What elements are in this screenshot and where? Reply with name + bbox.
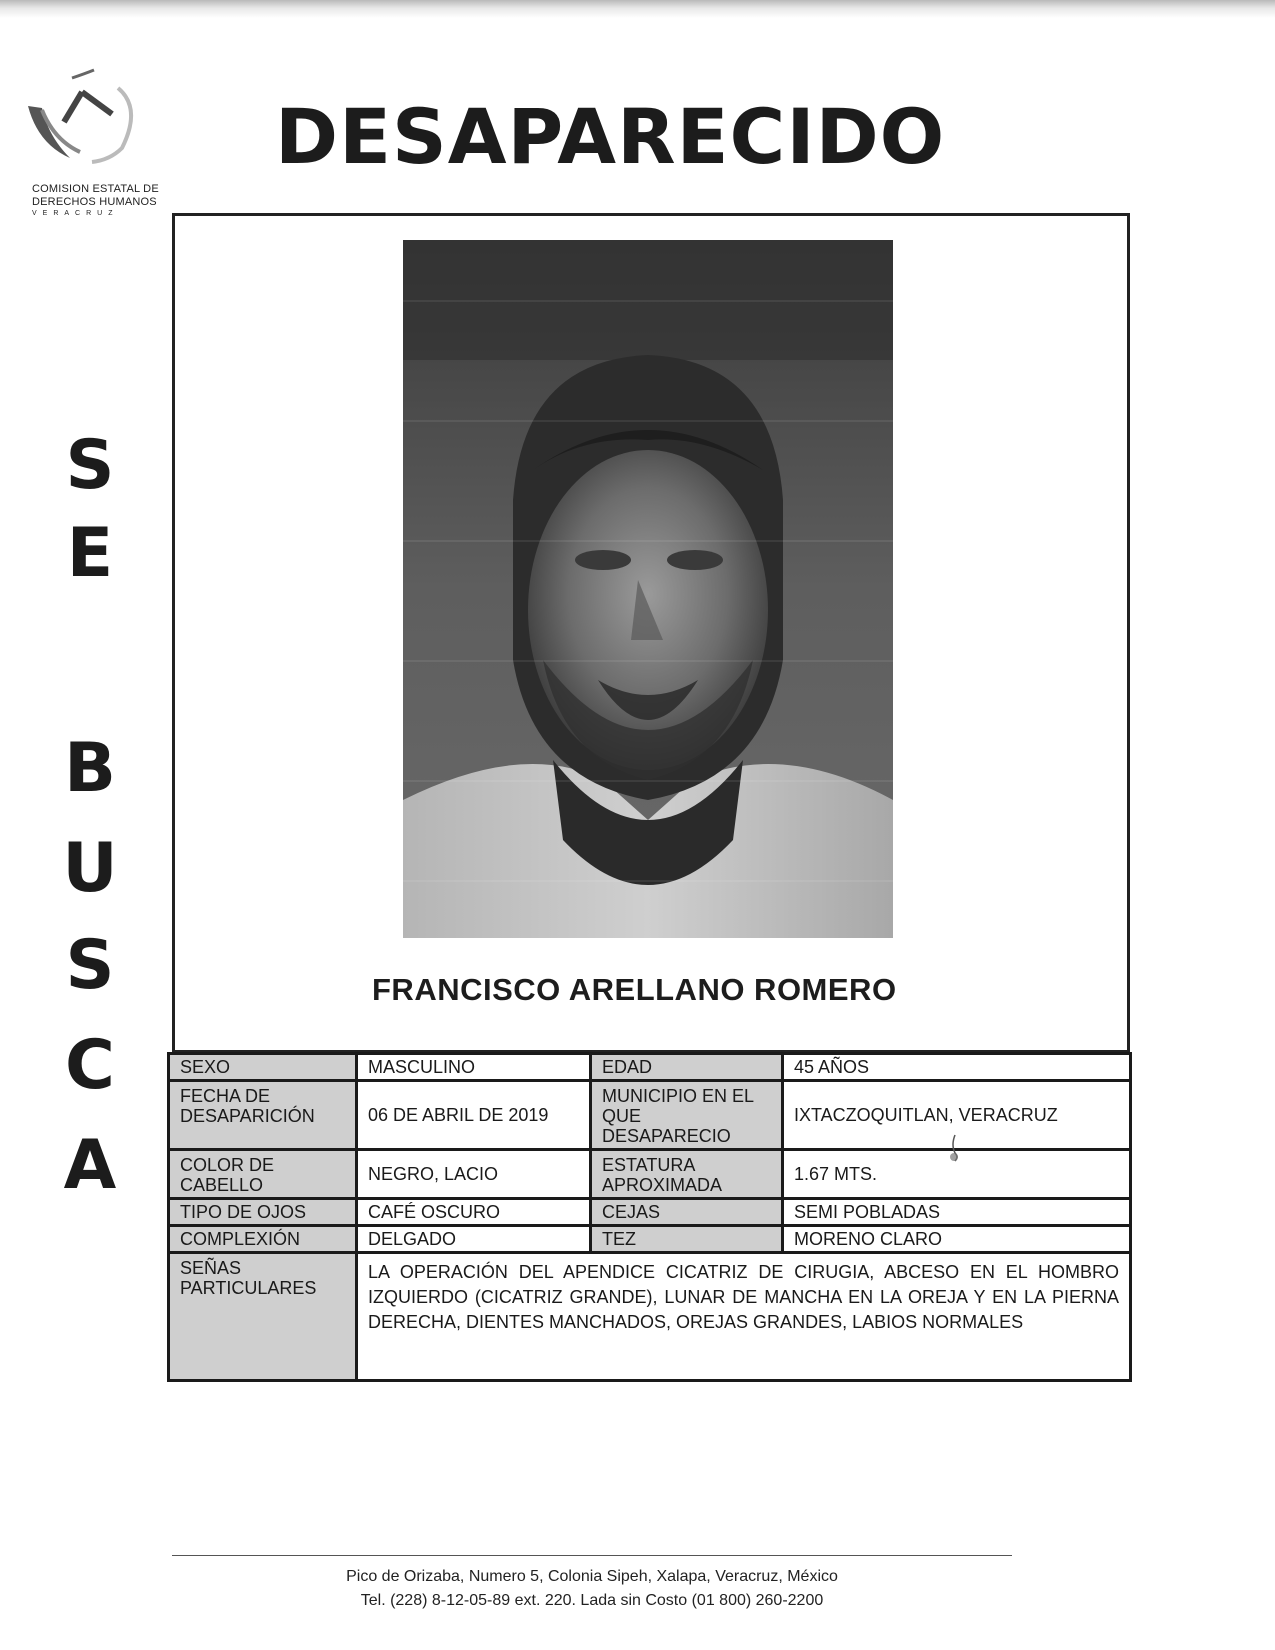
footer-address: Pico de Orizaba, Numero 5, Colonia Sipeh, Xalapa, Veracruz, México [346,1568,838,1585]
estatura-label [591,1150,783,1199]
scan-edge-shadow [0,0,1275,18]
footer [172,1565,1012,1613]
municipio-label-line-3: DESAPARECIO [602,1126,731,1146]
fecha-label-line-1: FECHA DE [180,1086,271,1106]
municipio-value: IXTACZOQUITLAN, VERACRUZ [783,1081,1131,1150]
logo-line-2: DERECHOS HUMANOS [32,196,157,208]
complexion-label: COMPLEXIÓN [169,1226,357,1253]
side-letter-b: B [64,729,116,808]
table-row [169,1226,1131,1253]
cabello-label-line-1: COLOR DE [180,1155,275,1175]
table-row [169,1081,1131,1150]
table-row [169,1199,1131,1226]
cabello-label-line-2: CABELLO [180,1175,264,1195]
logo-line-3: VERACRUZ [32,210,119,217]
footer-divider [172,1555,1012,1556]
senas-label-line-1: SEÑAS [180,1258,242,1278]
side-letter-c: C [65,1026,115,1105]
footer-phone: Tel. (228) 8-12-05-89 ext. 220. Lada sin Costo (01 800) 260-2200 [360,1592,824,1609]
estatura-value: 1.67 MTS. [783,1150,1131,1199]
table-row [169,1253,1131,1381]
edad-value: 45 AÑOS [783,1054,1131,1081]
cabello-label [169,1150,357,1199]
side-letter-s-1: S [65,426,115,505]
person-name: FRANCISCO ARELLANO ROMERO [372,972,897,1007]
fecha-value: 06 DE ABRIL DE 2019 [357,1081,591,1150]
side-letter-a: A [63,1126,117,1205]
tez-label: TEZ [591,1226,783,1253]
pen-mark-icon [945,1133,965,1163]
cedh-logo [22,48,157,238]
estatura-label-line-2: APROXIMADA [602,1175,723,1195]
tez-value: MORENO CLARO [783,1226,1131,1253]
fecha-label-line-2: DESAPARICIÓN [180,1106,315,1126]
senas-label-line-2: PARTICULARES [180,1278,317,1298]
cedh-logo-text [32,183,182,218]
ojos-value: CAFÉ OSCURO [357,1199,591,1226]
person-photo [403,240,893,938]
details-table [167,1052,1132,1382]
cabello-value: NEGRO, LACIO [357,1150,591,1199]
side-letter-s-2: S [65,926,115,1005]
municipio-label-line-1: MUNICIPIO EN EL [602,1086,755,1106]
ojos-label: TIPO DE OJOS [169,1199,357,1226]
poster-title: DESAPARECIDO [275,92,946,181]
estatura-label-line-1: ESTATURA [602,1155,696,1175]
cejas-value: SEMI POBLADAS [783,1199,1131,1226]
cedh-emblem-icon [22,48,152,178]
side-letter-u: U [62,829,118,908]
side-letter-e: E [66,514,114,593]
edad-label: EDAD [591,1054,783,1081]
table-row [169,1150,1131,1199]
cejas-label: CEJAS [591,1199,783,1226]
municipio-label [591,1081,783,1150]
fecha-label [169,1081,357,1150]
municipio-label-line-2: QUE [602,1106,642,1126]
complexion-value: DELGADO [357,1226,591,1253]
table-row [169,1054,1131,1081]
senas-label [169,1253,357,1381]
logo-line-1: COMISION ESTATAL DE [32,183,159,195]
sexo-value: MASCULINO [357,1054,591,1081]
sexo-label: SEXO [169,1054,357,1081]
senas-value: LA OPERACIÓN DEL APENDICE CICATRIZ DE CIRUGIA, ABCESO EN EL HOMBRO IZQUIERDO (CICATRIZ GRANDE), LUNAR DE MANCHA EN LA OREJA Y EN LA PIERNA DERECHA, DIENTES MANCHADOS, OREJAS GRANDES, LABIOS NORMALES [357,1253,1131,1381]
